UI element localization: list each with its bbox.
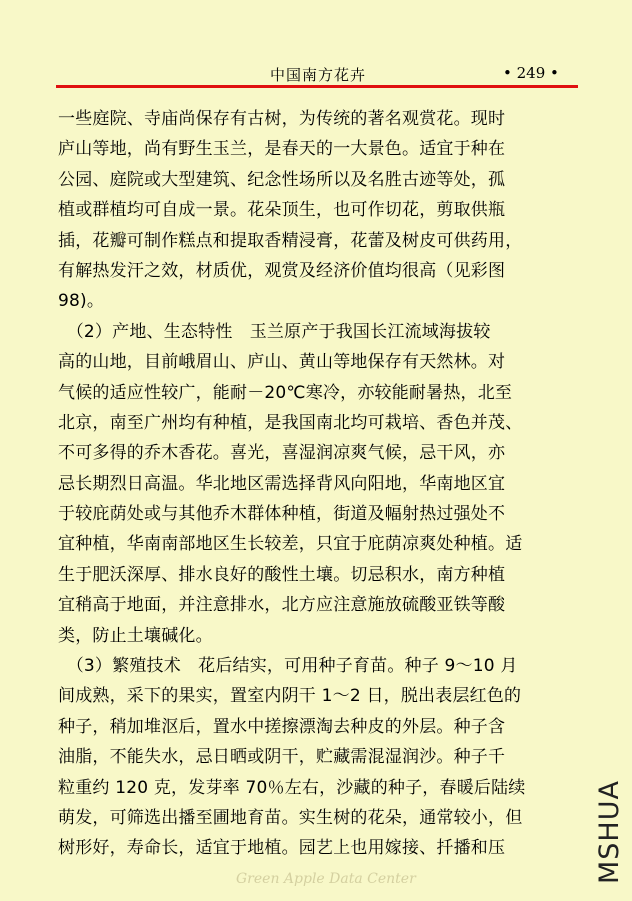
running-header-title: 中国南方花卉 [270, 66, 367, 84]
text-line: 有解热发汗之效，材质优，观赏及经济价值均很高（见彩图 [58, 260, 506, 281]
text-line: 萌发，可筛选出播至圃地育苗。实生树的花朵，通常较小，但 [58, 807, 523, 828]
text-line: 不可多得的乔木香花。喜光，喜湿润凉爽气候，忌干风，亦 [58, 443, 506, 464]
text-line: 北京，南至广州均有种植，是我国南北均可栽培、香色并茂、 [58, 412, 523, 433]
body-text [58, 104, 578, 864]
header-rule [56, 85, 578, 88]
text-line: 宜种植，华南南部地区生长较差，只宜于庇荫凉爽处种植。适 [58, 534, 523, 555]
text-line: 一些庭院、寺庙尚保存有古树，为传统的著名观赏花。现时 [58, 109, 506, 129]
text-line: 树形好，寿命长，适宜于地植。园艺上也用嫁接、扦播和压 [58, 838, 506, 859]
text-line: 粒重约 120 克，发芽率 70％左右，沙藏的种子，春暖后陆续 [58, 777, 526, 798]
text-line: 植或群植均可自成一景。花朵顶生，也可作切花，剪取供瓶 [58, 200, 506, 221]
page-number: • 249 • [503, 64, 559, 82]
text-line: 间成熟，采下的果实，置室内阴干 1～2 日，脱出表层红色的 [58, 686, 522, 707]
text-line: 98)。 [58, 291, 105, 312]
text-line: 种子，稍加堆沤后，置水中搓擦漂淘去种皮的外层。种子含 [58, 716, 506, 737]
text-line: （2）产地、生态特性 玉兰原产于我国长江流域海拔较 [58, 321, 491, 342]
text-line: 宜稍高于地面，并注意排水，北方应注意施放硫酸亚铁等酸 [58, 595, 506, 616]
text-line: 庐山等地，尚有野生玉兰，是春天的一大景色。适宜于种在 [58, 139, 506, 160]
text-line: （3）繁殖技术 花后结实，可用种子育苗。种子 9～10 月 [58, 656, 518, 677]
text-line: 插，花瓣可制作糕点和提取香精浸膏，花蕾及树皮可供药用， [58, 230, 523, 251]
text-line: 高的山地，目前峨眉山、庐山、黄山等地保存有天然林。对 [58, 352, 506, 373]
text-line: 公园、庭院或大型建筑、纪念性场所以及名胜古迹等处，孤 [58, 169, 506, 190]
text-line: 于较庇荫处或与其他乔木群体种植，街道及幅射热过强处不 [58, 504, 506, 525]
side-watermark: MSHUA [594, 780, 625, 884]
watermark: Green Apple Data Center [236, 871, 416, 887]
text-line: 气候的适应性较广，能耐－20℃寒冷，亦较能耐暑热，北至 [58, 382, 513, 403]
text-line: 油脂，不能失水，忌日晒或阴干，贮藏需混湿润沙。种子千 [58, 747, 506, 768]
text-line: 类，防止土壤碱化。 [58, 625, 213, 646]
text-line: 生于肥沃深厚、排水良好的酸性土壤。切忌积水，南方种植 [58, 564, 506, 585]
text-line: 忌长期烈日高温。华北地区需选择背风向阳地，华南地区宜 [58, 473, 506, 494]
